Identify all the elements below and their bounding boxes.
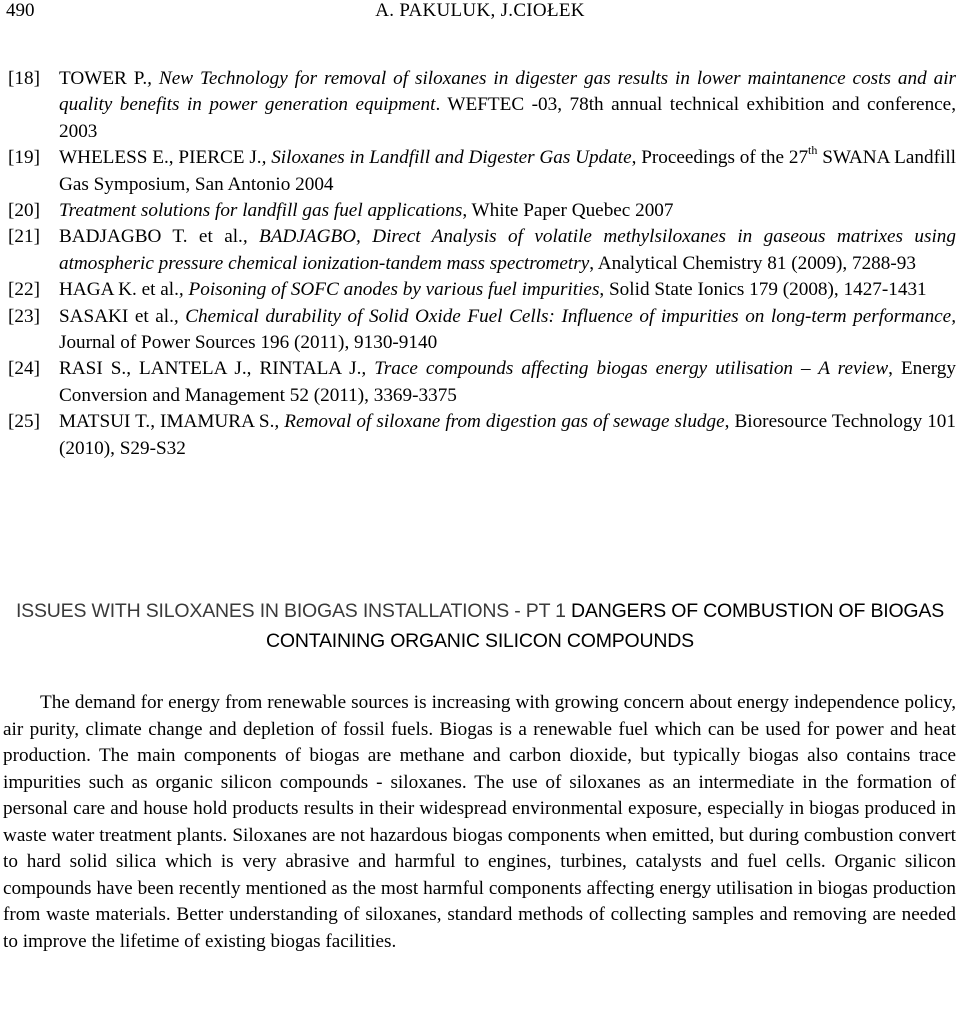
reference-source-cont: SWANA Landfill Gas Symposium, San Antonio 2004 (59, 147, 956, 195)
reference-number: [24] (8, 358, 40, 380)
reference-item (8, 409, 956, 462)
reference-source: , Bioresource Technology 101 (2010), S29-S32 (59, 411, 956, 459)
reference-authors: WHELESS E., PIERCE J. (59, 147, 262, 169)
reference-item (8, 66, 956, 145)
reference-authors: MATSUI T., IMAMURA S. (59, 411, 275, 433)
reference-number: [23] (8, 305, 40, 327)
reference-authors: BADJAGBO T. et al. (59, 226, 243, 248)
reference-item (8, 198, 956, 224)
reference-number: [25] (8, 411, 40, 433)
reference-text (59, 277, 956, 303)
reference-title: , New Technology for removal of siloxanes in digester gas results in lower maintanence costs and air quality benefits in power generation equipment (59, 68, 957, 116)
reference-authors: HAGA K. et al. (59, 279, 179, 301)
reference-title: , Poisoning of SOFC anodes by various fuel impurities (178, 279, 600, 301)
reference-title: , Trace compounds affecting biogas energy utilisation – A review (361, 358, 889, 380)
reference-item (8, 304, 956, 357)
reference-text (59, 304, 956, 357)
reference-source: , Analytical Chemistry 81 (2009), 7288-93 (589, 252, 916, 274)
references-list (8, 66, 956, 462)
reference-title: Treatment solutions for landfill gas fuel applications (59, 200, 463, 222)
reference-source: , Proceedings of the 27 (631, 147, 809, 169)
reference-authors: RASI S., LANTELA J., RINTALA J. (59, 358, 362, 380)
section-title-series: ISSUES WITH SILOXANES IN BIOGAS INSTALLATIONS - PT 1 (15, 600, 566, 622)
ordinal-superscript: th (808, 142, 818, 157)
reference-source: , White Paper Quebec 2007 (462, 200, 674, 222)
reference-authors: SASAKI et al. (59, 305, 174, 327)
reference-item (8, 356, 956, 409)
reference-item (8, 142, 956, 198)
reference-source: , Solid State Ionics 179 (2008), 1427-1431 (599, 279, 927, 301)
page-number: 490 (6, 0, 35, 21)
reference-text (59, 409, 956, 462)
section-title (0, 596, 960, 656)
reference-title: , Chemical durability of Solid Oxide Fuel Cells: Influence of impurities on long-term performance, (173, 305, 956, 327)
section-title-main: DANGERS OF COMBUSTION OF BIOGAS CONTAINING ORGANIC SILICON COMPOUNDS (266, 600, 945, 652)
body-paragraph: The demand for energy from renewable sources is increasing with growing concern about energy independence policy, air purity, climate change and depletion of fossil fuels. Biogas is a renewable fuel which can be used for power and heat production. The main components of biogas are methane and carbon dioxide, but typically biogas also contains trace impurities such as organic silicon compounds - siloxanes. The use of siloxanes as an intermediate in the formation of personal care and house hold products results in their widespread environmental exposure, especially in biogas produced in waste water treatment plants. Siloxanes are not hazardous biogas components when emitted, but during combustion convert to hard solid silica which is very abrasive and harmful to engines, turbines, catalysts and fuel cells. Organic silicon compounds have been recently mentioned as the most harmful components affecting energy utilisation in biogas production from waste materials. Better understanding of siloxanes, standard methods of collecting samples and removing are needed to improve the lifetime of existing biogas facilities. (3, 692, 956, 952)
reference-number: [18] (8, 68, 40, 89)
reference-number: [19] (8, 147, 40, 169)
reference-authors: TOWER P. (59, 68, 148, 89)
reference-text (59, 142, 956, 198)
page-header (0, 0, 960, 30)
reference-title: , Siloxanes in Landfill and Digester Gas Update (261, 147, 632, 169)
reference-text (59, 198, 956, 224)
reference-item (8, 277, 956, 303)
reference-number: [20] (8, 200, 40, 222)
reference-number: [21] (8, 226, 40, 248)
reference-source: . WEFTEC -03, 78th annual technical exhibition and conference, 2003 (59, 94, 957, 142)
reference-title: , BADJAGBO, Direct Analysis of volatile methylsiloxanes in gaseous matrixes using atmospheric pressure chemical ionization-tandem mass spectrometry (59, 226, 956, 274)
reference-item (8, 224, 956, 277)
running-head: A. PAKULUK, J.CIOŁEK (375, 0, 585, 21)
reference-text (59, 66, 956, 145)
reference-text (59, 356, 956, 409)
reference-source: , Energy Conversion and Management 52 (2011), 3369-3375 (59, 358, 956, 406)
reference-title: , Removal of siloxane from digestion gas of sewage sludge (274, 411, 725, 433)
reference-text (59, 224, 956, 277)
reference-source: Journal of Power Sources 196 (2011), 9130-9140 (59, 332, 438, 354)
reference-number: [22] (8, 279, 40, 301)
